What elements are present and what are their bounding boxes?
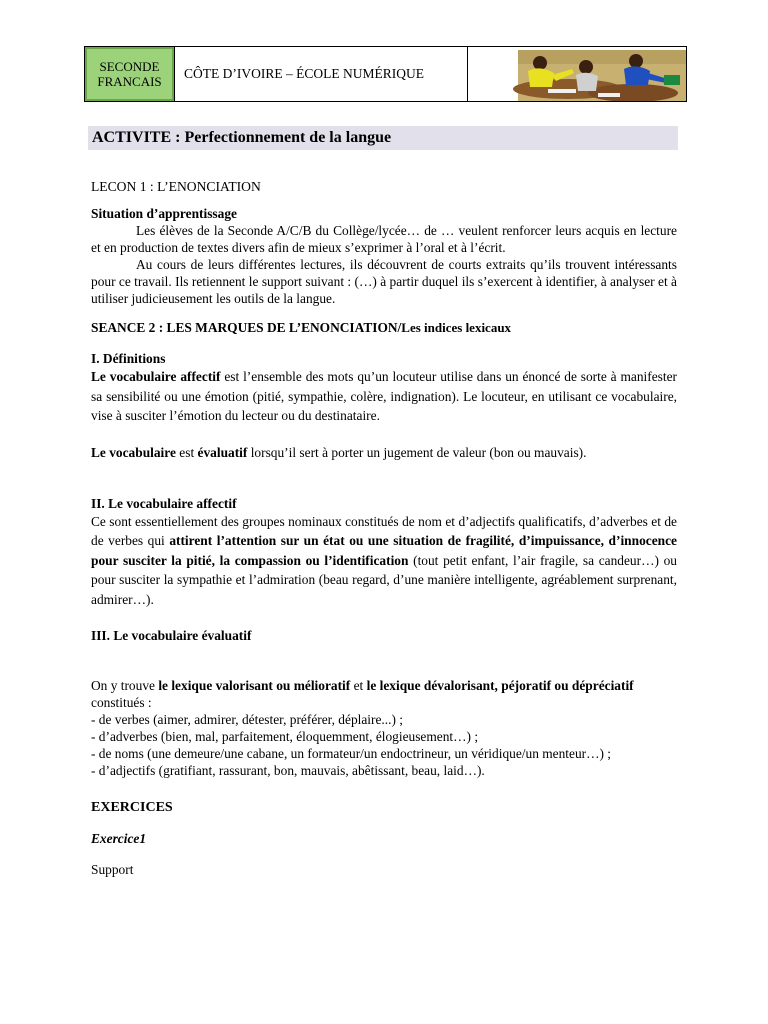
lesson-title: LECON 1 : L’ENONCIATION xyxy=(91,179,261,194)
evaluatif-intro-2: et xyxy=(350,678,367,693)
term-affectif: Le vocabulaire affectif xyxy=(91,369,221,384)
evaluatif-intro xyxy=(91,677,677,711)
level-badge xyxy=(85,47,175,101)
situation-heading: Situation d’apprentissage xyxy=(91,206,237,221)
students-illustration-icon xyxy=(468,47,686,101)
exercices-heading: EXERCICES xyxy=(91,800,173,815)
evaluatif-bold-1: le lexique valorisant ou mélioratif xyxy=(158,678,351,693)
affectif-bold: attirent l’attention sur un état ou une situation de fragilité, d’impuissance, d’innocence pour susciter la pitié, la compassion ou l’identification xyxy=(91,533,677,568)
definition-affectif-text: est l’ensemble des mots qu’un locuteur utilise dans un énoncé de sorte à manifester sa sensibilité ou une émotion (pitié, sympathie, colère, indignation). Le locuteur, en utilisant ce vocabulaire, vise à susciter l’émotion du lecteur ou du destinataire. xyxy=(91,369,677,423)
definition-evaluatif-text: lorsqu’il sert à porter un jugement de valeur (bon ou mauvais). xyxy=(247,444,587,460)
support-label: Support xyxy=(91,862,134,877)
term-evaluatif: évaluatif xyxy=(197,444,248,460)
seance-heading xyxy=(91,319,677,336)
document-header xyxy=(84,46,687,102)
definition-affectif xyxy=(91,367,677,426)
header-title: CÔTE D’IVOIRE – ÉCOLE NUMÉRIQUE xyxy=(175,47,468,101)
level-line-1: SECONDE xyxy=(99,59,160,74)
list-item: - de verbes (aimer, admirer, détester, préférer, déplaire...) ; xyxy=(91,712,403,727)
list-item: - d’adverbes (bien, mal, parfaitement, éloquemment, élogieusement…) ; xyxy=(91,729,479,744)
list-item: - d’adjectifs (gratifiant, rassurant, bon, mauvais, abêtissant, beau, laid…). xyxy=(91,763,485,778)
level-line-2: FRANCAIS xyxy=(97,74,162,89)
affectif-heading: II. Le vocabulaire affectif xyxy=(91,495,237,511)
exercise-1-title: Exercice1 xyxy=(91,831,147,846)
affectif-text-1: Ce sont essentiellement des groupes nominaux constitués de nom et d’adjectifs qualificatifs, d’adverbes et de de verbes qui xyxy=(91,513,677,548)
list-item: - de noms (une demeure/une cabane, un formateur/un endoctrineur, un véridique/un menteur…) ; xyxy=(91,746,612,761)
evaluatif-bold-2: le lexique dévalorisant, péjoratif ou dépréciatif xyxy=(366,678,634,693)
evaluatif-intro-3: constitués : xyxy=(91,695,152,710)
situation-paragraph-2: Au cours de leurs différentes lectures, ils découvrent de courts extraits qu’ils trouvent intéressants pour ce travail. Ils retiennent le support suivant : (…) à partir duquel ils s’exercent à identifier, à analyser et à utiliser judicieusement les outils de la langue. xyxy=(91,257,677,306)
evaluatif-heading: III. Le vocabulaire évaluatif xyxy=(91,628,252,643)
activity-title: ACTIVITE : Perfectionnement de la langue xyxy=(88,126,678,150)
definition-evaluatif-mid: est xyxy=(175,444,198,460)
classroom-illustration xyxy=(468,47,686,101)
evaluatif-intro-1: On y trouve xyxy=(91,678,159,693)
situation-paragraph-1: Les élèves de la Seconde A/C/B du Collège/lycée… de … veulent renforcer leurs acquis en lecture et en production de textes divers afin de mieux s’exprimer à l’oral et à l’écrit. xyxy=(91,223,677,255)
document-body xyxy=(91,178,677,878)
seance-heading-main: SEANCE 2 : LES MARQUES DE L’ENONCIATION/ xyxy=(91,320,402,335)
definitions-heading: I. Définitions xyxy=(91,351,166,366)
definition-evaluatif xyxy=(91,444,677,461)
term-vocabulaire: Le vocabulaire xyxy=(91,444,176,460)
affectif-paragraph xyxy=(91,512,677,610)
seance-heading-tail: Les indices lexicaux xyxy=(401,320,512,335)
affectif-text-2: (tout petit enfant, l’air fragile, sa candeur…) ou pour susciter la sympathie et l’admiration (beau regard, d’une manière intelligente, agréablement surprenant, admirer…). xyxy=(91,552,677,607)
